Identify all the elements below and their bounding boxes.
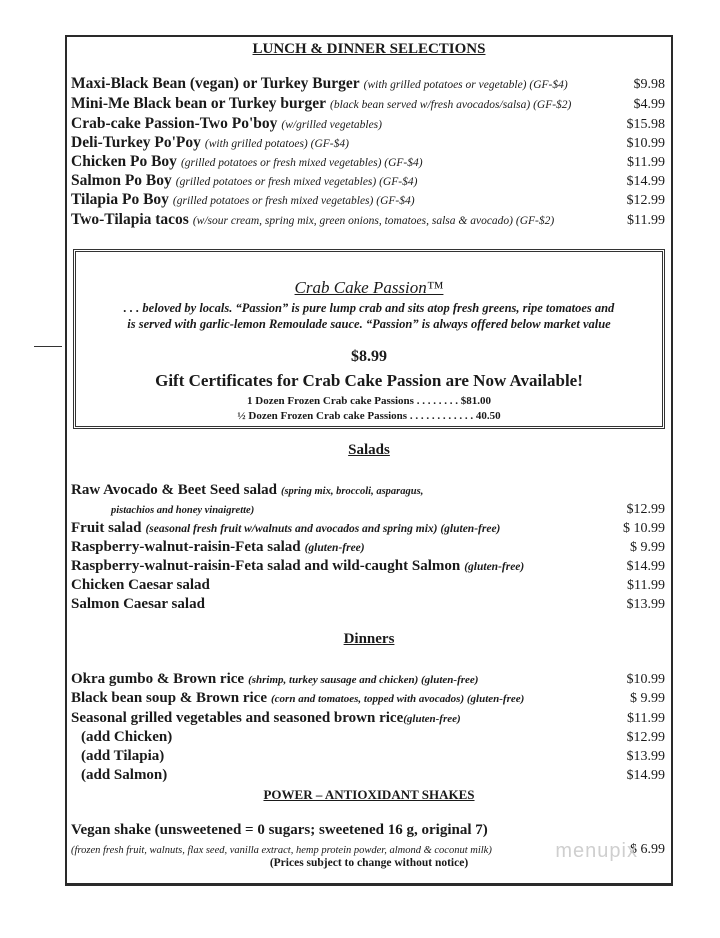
item-name: Fruit salad: [71, 520, 142, 536]
menu-item: [71, 153, 665, 171]
menu-item: [71, 134, 665, 152]
item-price: $12.99: [626, 193, 665, 208]
item-name: Raspberry-walnut-raisin-Feta salad and wild-caught Salmon: [71, 558, 461, 574]
menu-item: [71, 115, 665, 133]
menu-item: [71, 95, 665, 113]
item-name: Two-Tilapia tacos: [71, 211, 189, 228]
menu-item: [71, 747, 665, 765]
item-desc: (grilled potatoes or fresh mixed vegetables) (GF-$4): [172, 195, 415, 207]
item-price: $14.99: [626, 768, 665, 783]
menu-item: [71, 709, 665, 727]
item-desc: (seasonal fresh fruit w/walnuts and avocados and spring mix) (gluten-free): [145, 523, 501, 535]
item-desc: (corn and tomatoes, topped with avocados) (gluten-free): [271, 693, 525, 705]
item-price: $15.98: [626, 117, 665, 132]
item-name: (add Chicken): [81, 729, 173, 745]
menu-item: [71, 670, 665, 688]
menu-item: [71, 519, 665, 537]
item-price: $14.99: [626, 559, 665, 574]
item-desc: (shrimp, turkey sausage and chicken) (gluten-free): [248, 674, 479, 686]
item-name: Tilapia Po Boy: [71, 191, 169, 208]
crab-title: Crab Cake Passion™: [294, 278, 444, 297]
item-price: $4.99: [633, 97, 665, 112]
item-desc: (frozen fresh fruit, walnuts, flax seed, vanilla extract, hemp protein powder, almond & coconut milk): [71, 845, 492, 856]
item-name: Deli-Turkey Po'Poy: [71, 134, 201, 151]
item-price: $12.99: [626, 730, 665, 745]
item-name: Mini-Me Black bean or Turkey burger: [71, 95, 327, 112]
item-price: $ 10.99: [623, 521, 665, 536]
item-desc: (with grilled potatoes or vegetable) (GF-$4): [363, 79, 568, 91]
crab-cake-box: [73, 249, 665, 429]
menu-item: [71, 822, 665, 839]
item-desc: (gluten-free): [304, 542, 365, 554]
menu-item: [71, 766, 665, 784]
item-name: Vegan shake (unsweetened = 0 sugars; sweetened 16 g, original 7): [71, 822, 488, 838]
item-name: Seasonal grilled vegetables and seasoned brown rice: [71, 710, 404, 726]
item-price: $ 9.99: [630, 540, 665, 555]
item-price: $11.99: [627, 711, 665, 726]
item-name: Chicken Po Boy: [71, 153, 177, 170]
watermark: menupix: [555, 840, 638, 862]
lunch-title: LUNCH & DINNER SELECTIONS: [252, 41, 486, 57]
item-desc: (w/sour cream, spring mix, green onions, tomatoes, salsa & avocado) (GF-$2): [192, 215, 555, 227]
item-name: Salmon Po Boy: [71, 172, 172, 189]
item-desc: (grilled potatoes or fresh mixed vegetables) (GF-$4): [175, 176, 418, 188]
gift-certificate-text: Gift Certificates for Crab Cake Passion are Now Available!: [155, 371, 583, 390]
item-price: $10.99: [626, 672, 665, 687]
item-name: Black bean soup & Brown rice: [71, 690, 267, 706]
menu-item: [71, 557, 665, 575]
item-name: (add Tilapia): [81, 748, 165, 764]
item-desc: (w/grilled vegetables): [281, 119, 382, 131]
item-price: $14.99: [626, 174, 665, 189]
item-price: $10.99: [626, 136, 665, 151]
item-price: $11.99: [627, 155, 665, 170]
menu-item: [71, 538, 665, 556]
item-price: $11.99: [627, 578, 665, 593]
item-name: Maxi-Black Bean (vegan) or Turkey Burger: [71, 75, 360, 92]
menu-item: [71, 595, 665, 613]
item-desc: (gluten-free): [403, 713, 461, 725]
salads-title: Salads: [348, 442, 390, 458]
item-name: Crab-cake Passion-Two Po'boy: [71, 115, 278, 132]
menu-item: [71, 191, 665, 209]
item-price: $ 6.99: [630, 842, 665, 857]
item-price: $ 9.99: [630, 691, 665, 706]
menu-item: [71, 728, 665, 746]
item-name: (add Salmon): [81, 767, 168, 783]
menu-item: [71, 576, 665, 594]
half-dozen-price: ½ Dozen Frozen Crab cake Passions . . . . . . . . . . . . 40.50: [237, 410, 501, 422]
item-price: $9.98: [633, 77, 665, 92]
menu-item: [71, 75, 665, 93]
item-desc: (black bean served w/fresh avocados/salsa) (GF-$2): [330, 99, 572, 111]
menu-item-cont: [71, 500, 665, 518]
item-desc: pistachios and honey vinaigrette): [111, 505, 255, 516]
item-price: $11.99: [627, 213, 665, 228]
crab-price: $8.99: [351, 348, 387, 365]
menu-item: [71, 172, 665, 190]
item-price: $12.99: [626, 502, 665, 517]
item-desc: (with grilled potatoes) (GF-$4): [204, 138, 349, 150]
item-desc: (gluten-free): [464, 561, 525, 573]
crab-desc-line: is served with garlic-lemon Remoulade sauce. “Passion” is always offered below market value: [127, 317, 611, 331]
item-name: Raspberry-walnut-raisin-Feta salad: [71, 539, 301, 555]
menu-item: [71, 481, 665, 499]
crab-desc-line: . . . beloved by locals. “Passion” is pure lump crab and sits atop fresh greens, ripe tomatoes and: [123, 301, 615, 315]
margin-mark: [34, 346, 62, 347]
item-name: Raw Avocado & Beet Seed salad: [71, 482, 277, 498]
item-name: Salmon Caesar salad: [71, 596, 205, 612]
item-name: Okra gumbo & Brown rice: [71, 671, 245, 687]
shakes-title: POWER – ANTIOXIDANT SHAKES: [263, 787, 475, 802]
item-desc: (spring mix, broccoli, asparagus,: [280, 486, 424, 497]
dozen-price: 1 Dozen Frozen Crab cake Passions . . . . . . . . $81.00: [247, 395, 491, 407]
item-price: $13.99: [626, 597, 665, 612]
item-price: $13.99: [626, 749, 665, 764]
menu-page: [65, 35, 673, 886]
menu-item: [71, 211, 665, 229]
price-disclaimer: (Prices subject to change without notice): [269, 857, 469, 869]
item-name: Chicken Caesar salad: [71, 577, 210, 593]
crab-desc: [76, 300, 662, 332]
dinners-title: Dinners: [343, 631, 395, 647]
item-desc: (grilled potatoes or fresh mixed vegetables) (GF-$4): [180, 157, 423, 169]
menu-item: [71, 689, 665, 707]
